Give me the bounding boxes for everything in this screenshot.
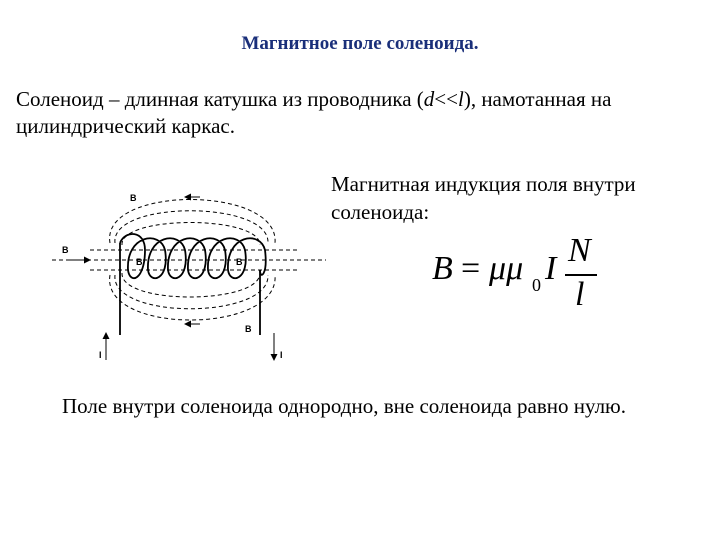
label-B-bottom: B bbox=[245, 324, 252, 334]
field-line-mid-bottom bbox=[115, 275, 268, 309]
formula-numerator: N bbox=[568, 232, 591, 269]
slide-title: Магнитное поле соленоида. bbox=[241, 33, 479, 54]
much-less-symbol: << bbox=[434, 87, 458, 111]
label-B-top: B bbox=[130, 193, 137, 203]
label-B-axis: B bbox=[62, 245, 69, 255]
solenoid-field-diagram bbox=[50, 175, 330, 375]
diameter-symbol: d bbox=[423, 87, 435, 111]
label-I-in: I bbox=[99, 350, 102, 360]
label-I-out: I bbox=[280, 350, 283, 360]
formula-caption: Магнитная индукция поля внутри соленоида: bbox=[331, 172, 636, 224]
definition-text-start: Соленоид – длинная катушка из проводника ( bbox=[16, 87, 424, 111]
formula-equals: = bbox=[461, 250, 481, 287]
label-B-inside-left: B bbox=[136, 257, 143, 267]
conclusion-text: Поле внутри соленоида однородно, вне соленоида равно нулю. bbox=[62, 394, 626, 418]
formula-mu-subscript: 0 bbox=[532, 275, 541, 295]
formula-current: I bbox=[545, 250, 557, 287]
field-line-outer-bottom bbox=[110, 275, 276, 320]
formula-B: B bbox=[432, 250, 453, 287]
label-B-inside-right: B bbox=[236, 257, 243, 267]
definition-text-end: ), намотанная на цилиндрический каркас. bbox=[16, 87, 612, 138]
length-symbol: l bbox=[457, 87, 464, 111]
formula-denominator: l bbox=[575, 276, 585, 313]
solenoid-definition bbox=[16, 86, 706, 140]
formula-mu: μμ bbox=[489, 250, 524, 287]
induction-formula bbox=[432, 232, 622, 318]
